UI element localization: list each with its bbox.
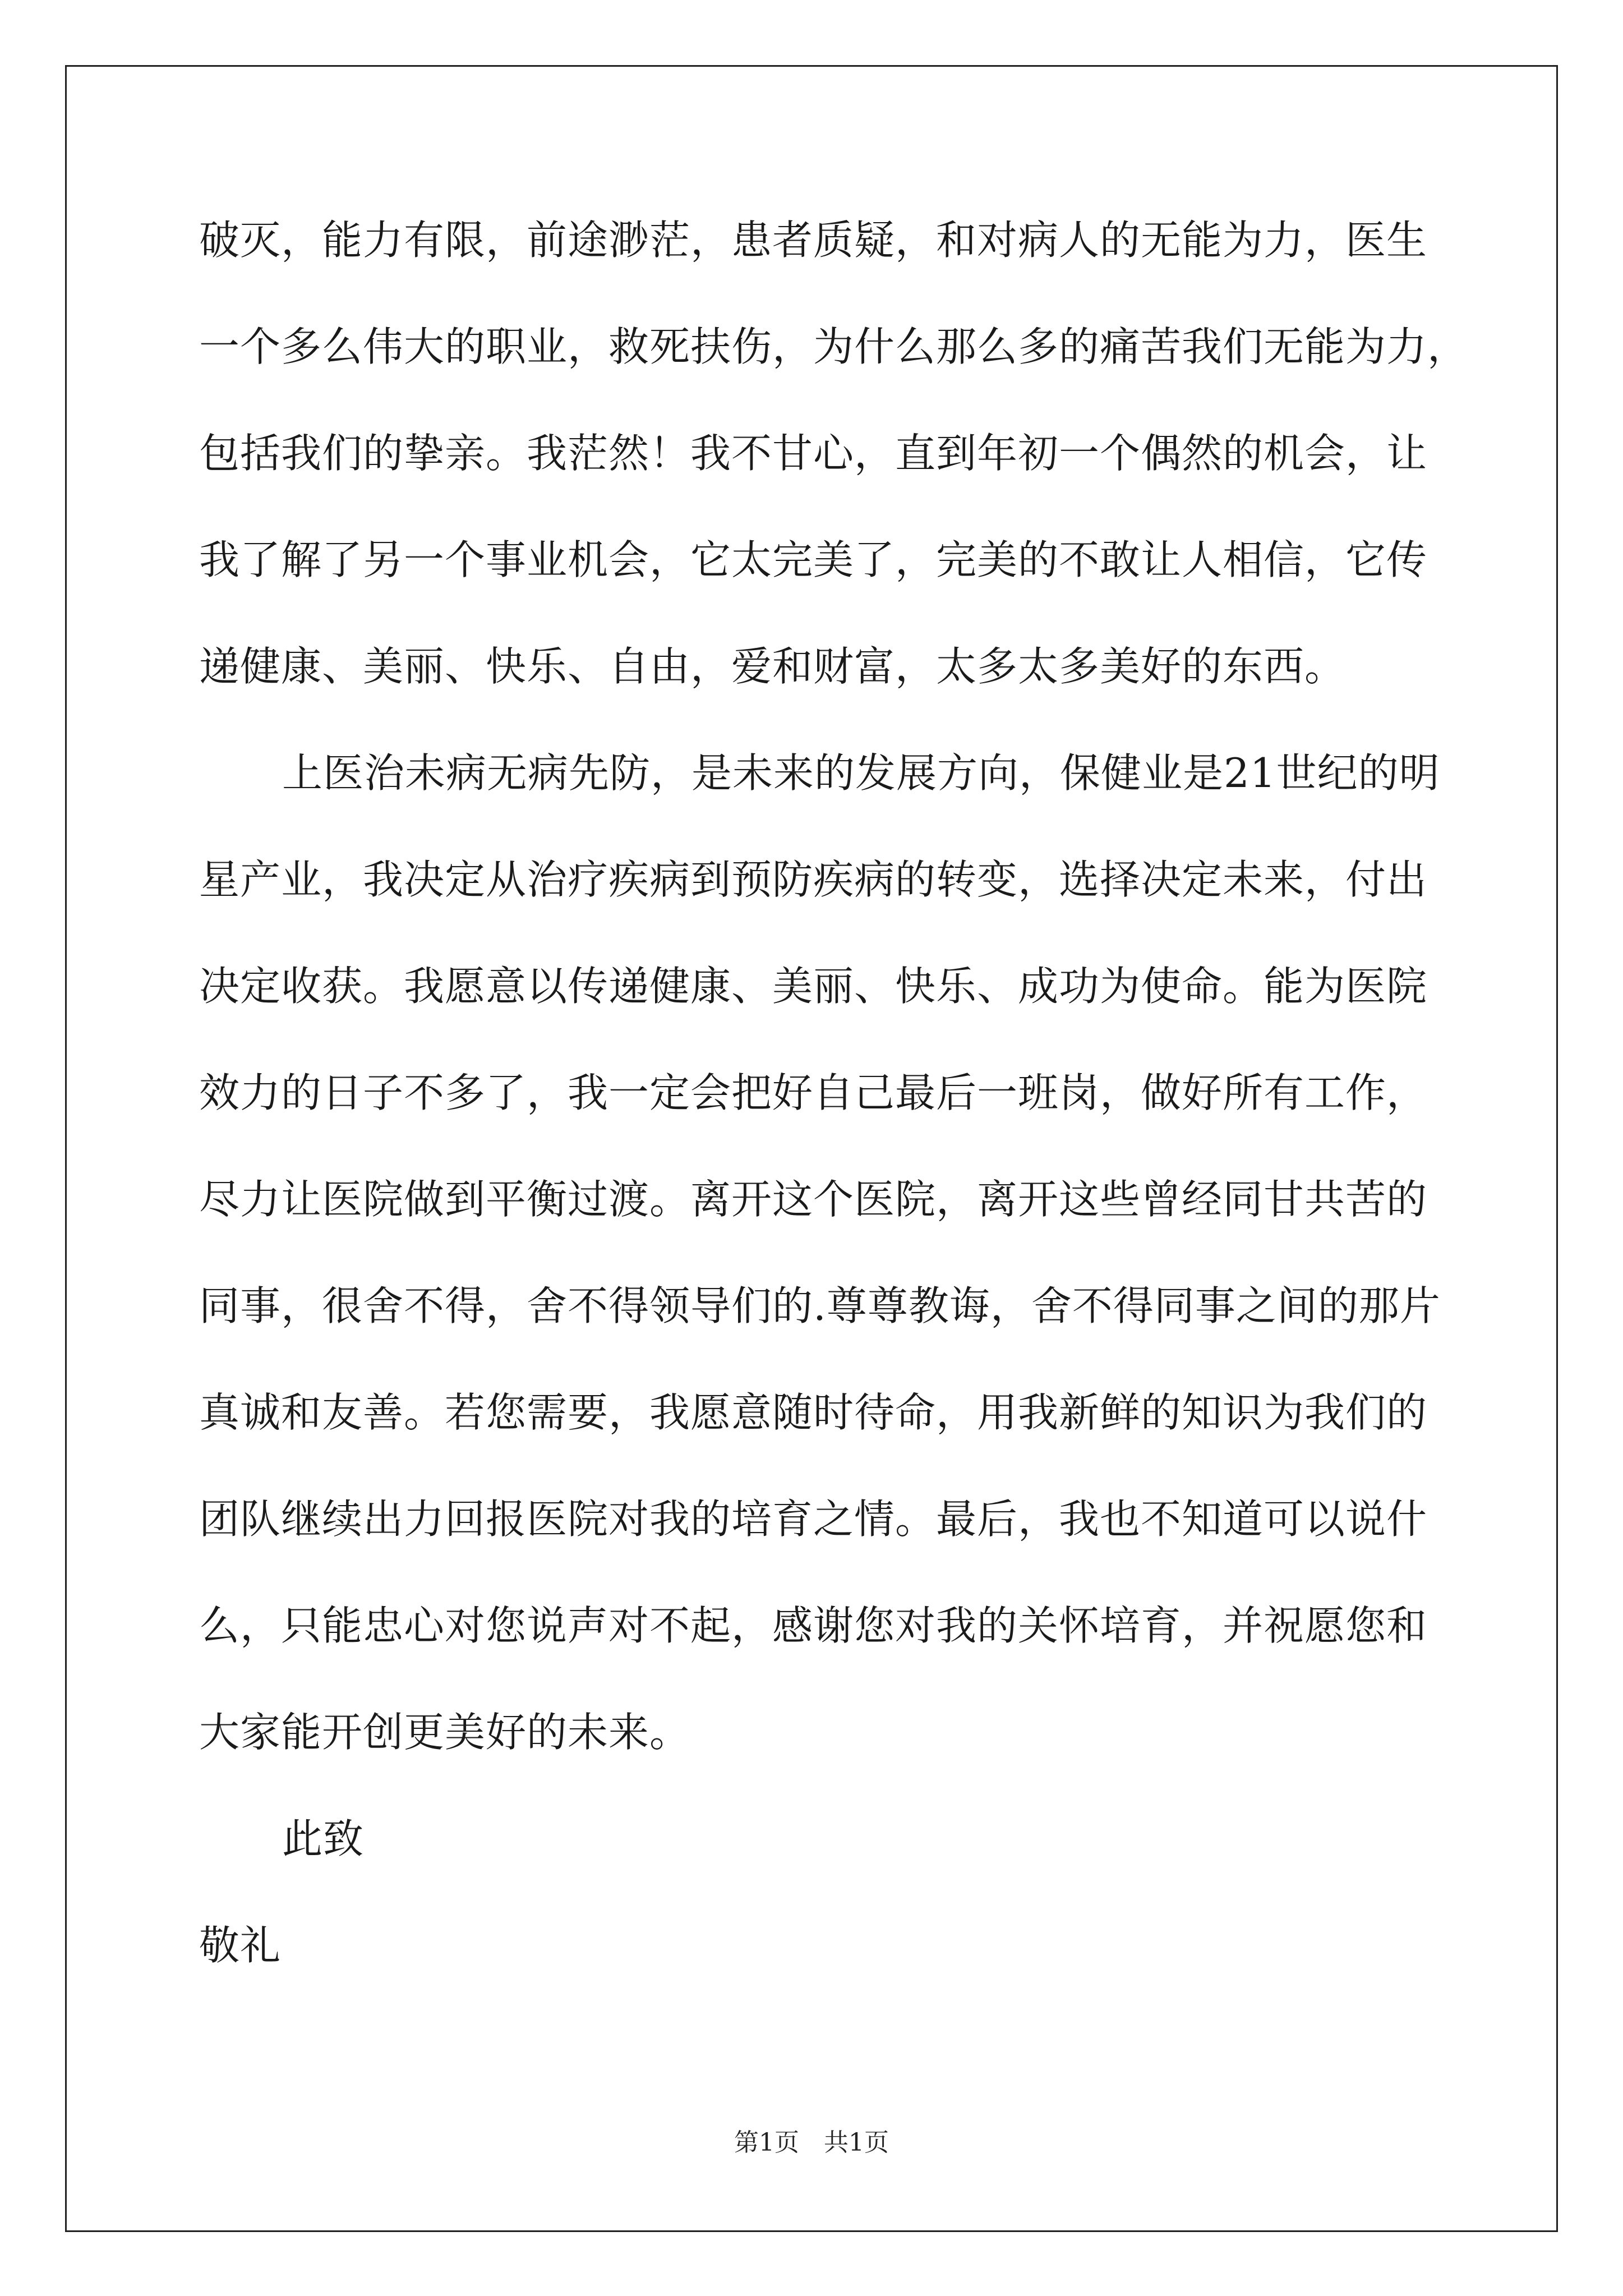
body-line: 尽力让医院做到平衡过渡。离开这个医院，离开这些曾经同甘共苦的 [199, 1176, 1428, 1223]
body-line: 同事，很舍不得，舍不得领导们的.尊尊教诲，舍不得同事之间的那片 [199, 1282, 1441, 1329]
body-line: 决定收获。我愿意以传递健康、美丽、快乐、成功为使命。能为医院 [199, 963, 1428, 1010]
body-line: 大家能开创更美好的未来。 [199, 1709, 691, 1756]
body-line: 效力的日子不多了，我一定会把好自己最后一班岗，做好所有工作， [199, 1069, 1428, 1116]
body-line: 递健康、美丽、快乐、自由，爱和财富，太多太多美好的东西。 [199, 643, 1346, 690]
body-line: 一个多么伟大的职业，救死扶伤，为什么那么多的痛苦我们无能为力， [199, 323, 1469, 370]
page-number-footer: 第1页 共1页 [734, 2128, 889, 2157]
body-line: 星产业，我决定从治疗疾病到预防疾病的转变，选择决定未来，付出 [199, 856, 1428, 903]
body-line: 包括我们的挚亲。我茫然！我不甘心，直到年初一个偶然的机会，让 [199, 430, 1428, 477]
paragraph-start-line: 上医治未病无病先防，是未来的发展方向，保健业是21世纪的明 [282, 749, 1440, 797]
body-line: 我了解了另一个事业机会，它太完美了，完美的不敢让人相信，它传 [199, 536, 1428, 583]
body-line: 团队继续出力回报医院对我的培育之情。最后，我也不知道可以说什 [199, 1496, 1428, 1543]
closing-salutation: 此致 [282, 1815, 365, 1862]
body-line: 真诚和友善。若您需要，我愿意随时待命，用我新鲜的知识为我们的 [199, 1389, 1428, 1436]
closing-regards: 敬礼 [199, 1922, 282, 1969]
page-border [65, 65, 1558, 2232]
body-line: 么，只能忠心对您说声对不起，感谢您对我的关怀培育，并祝愿您和 [199, 1602, 1428, 1649]
body-line: 破灭，能力有限，前途渺茫，患者质疑，和对病人的无能为力，医生 [199, 217, 1428, 264]
